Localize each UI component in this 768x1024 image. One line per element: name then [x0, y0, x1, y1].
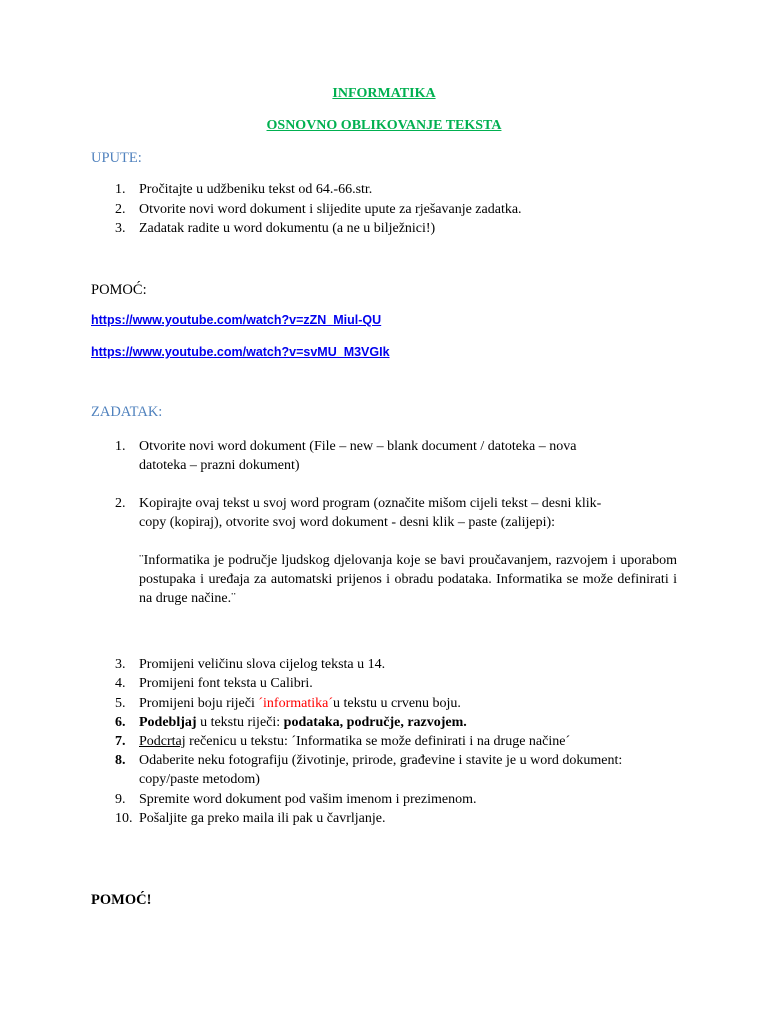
list-number: 1. — [115, 439, 126, 454]
list-item — [115, 732, 677, 751]
list-item — [115, 437, 677, 475]
zadatak-heading: ZADATAK: — [91, 404, 163, 420]
list-number: 4. — [115, 676, 126, 691]
list-item — [115, 494, 677, 532]
list-number: 6. — [115, 715, 126, 730]
text-segment: u tekstu u crvenu boju. — [333, 696, 461, 711]
list-text: Otvorite novi word dokument i slijedite upute za rješavanje zadatka. — [139, 202, 522, 217]
underlined-word: Podcrtaj — [139, 734, 186, 749]
list-text: Pročitajte u udžbeniku tekst od 64.-66.str. — [139, 182, 373, 197]
list-text — [139, 694, 677, 713]
document-title: INFORMATIKA — [332, 86, 436, 101]
list-text — [139, 751, 677, 789]
list-item — [115, 751, 677, 789]
list-number: 3. — [115, 221, 126, 236]
list-item — [115, 809, 677, 828]
list-number: 2. — [115, 202, 126, 217]
list-text-line: Odaberite neku fotografiju (životinje, prirode, građevine i stavite je u word dokument: — [139, 753, 623, 768]
list-number: 8. — [115, 753, 126, 768]
list-item — [115, 200, 677, 219]
list-number: 2. — [115, 496, 126, 511]
list-text — [139, 713, 677, 732]
list-item — [115, 790, 677, 809]
list-text: Spremite word dokument pod vašim imenom i prezimenom. — [139, 792, 477, 807]
list-text: Pošaljite ga preko maila ili pak u čavrljanje. — [139, 811, 386, 826]
list-number: 10. — [115, 811, 133, 826]
list-item — [115, 674, 677, 693]
upute-heading: UPUTE: — [91, 150, 142, 166]
bold-words: podataka, područje, razvojem. — [283, 715, 467, 730]
list-item — [115, 180, 677, 199]
list-text-line: datoteka – prazni dokument) — [139, 458, 300, 473]
list-text — [139, 732, 677, 751]
list-text: Promijeni veličinu slova cijelog teksta u 14. — [139, 657, 386, 672]
text-segment: rečenicu u tekstu: ´Informatika se može definirati i na druge načine´ — [185, 734, 571, 749]
text-segment: u tekstu riječi: — [196, 715, 284, 730]
bold-word: Podebljaj — [139, 715, 197, 730]
list-number: 7. — [115, 734, 126, 749]
list-number: 9. — [115, 792, 126, 807]
list-item — [115, 694, 677, 713]
red-word: ´informatika´ — [258, 696, 334, 711]
list-item — [115, 713, 677, 732]
youtube-link-1[interactable]: https://www.youtube.com/watch?v=zZN_Miul-QU — [91, 313, 382, 327]
list-text — [139, 437, 677, 475]
youtube-link-2[interactable]: https://www.youtube.com/watch?v=svMU_M3VGIk — [91, 345, 390, 359]
list-number: 1. — [115, 182, 126, 197]
list-text-line: copy/paste metodom) — [139, 772, 260, 787]
list-text-line: copy (kopiraj), otvorite svoj word dokument - desni klik – paste (zalijepi): — [139, 515, 556, 530]
list-number: 3. — [115, 657, 126, 672]
list-text-line: Otvorite novi word dokument (File – new – blank document / datoteka – nova — [139, 439, 577, 454]
list-item — [115, 655, 677, 674]
list-text: Promijeni font teksta u Calibri. — [139, 676, 313, 691]
list-text — [139, 494, 677, 532]
quoted-text: ¨Informatika je područje ljudskog djelovanja koje se bavi proučavanjem, razvojem i uporabom postupaka i uređaja za automatski prijenos i obradu podataka. Informatika se može definirati i na druge načine.¨ — [139, 553, 677, 606]
document-subtitle: OSNOVNO OBLIKOVANJE TEKSTA — [266, 118, 502, 133]
text-segment: Promijeni boju riječi — [139, 696, 259, 711]
pomoc-heading: POMOĆ: — [91, 282, 147, 298]
list-text-line: Kopirajte ovaj tekst u svoj word program (označite mišom cijeli tekst – desni klik- — [139, 496, 602, 511]
list-text: Zadatak radite u word dokumentu (a ne u bilježnici!) — [139, 221, 436, 236]
list-item — [115, 219, 677, 238]
pomoc-footer-heading: POMOĆ! — [91, 892, 152, 908]
list-number: 5. — [115, 696, 126, 711]
